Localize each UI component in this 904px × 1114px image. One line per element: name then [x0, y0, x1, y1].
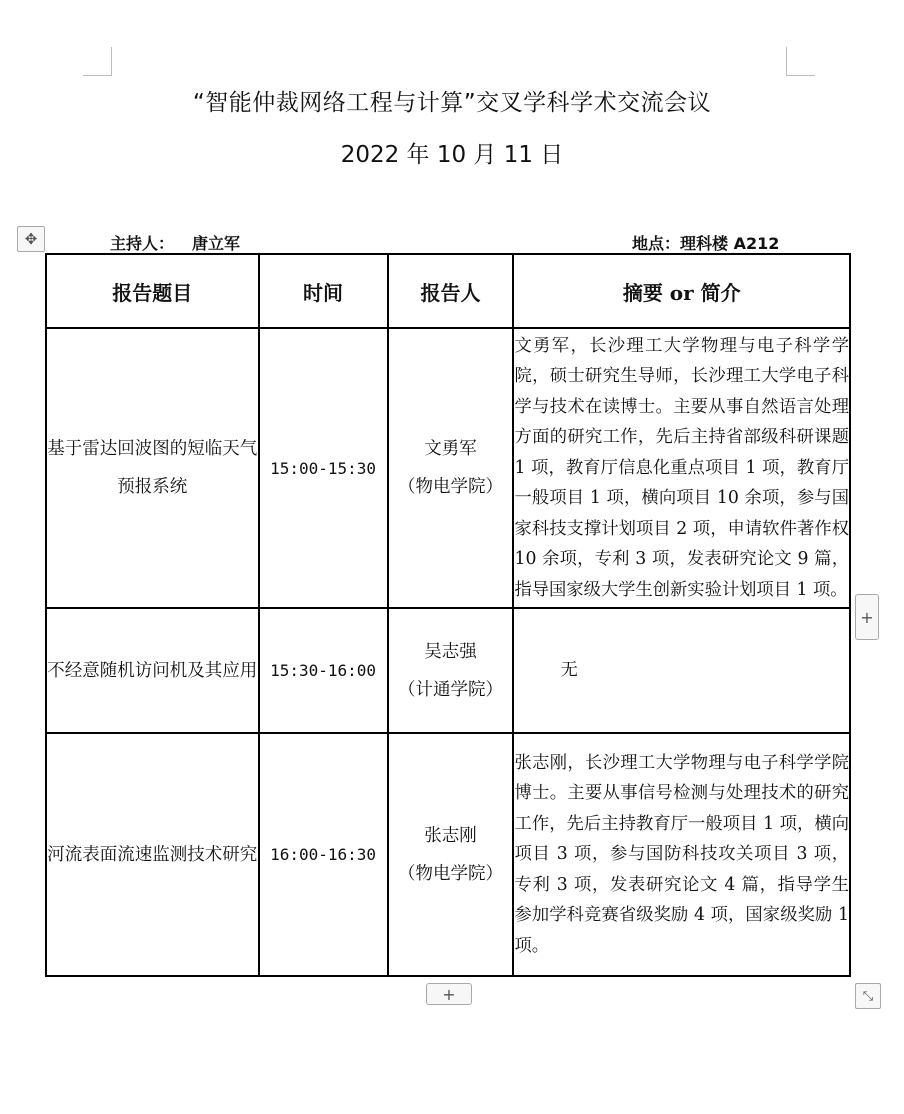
crop-mark-top-right — [786, 47, 815, 76]
crop-mark-top-left — [83, 47, 112, 76]
header-abstract[interactable]: 摘要 or 简介 — [513, 254, 850, 328]
document-title: “智能仲裁网络工程与计算”交叉学科学术交流会议 — [192, 90, 712, 116]
table-resize-handle-icon[interactable]: ⤡ — [855, 983, 881, 1009]
abstract-cell[interactable]: 张志刚，长沙理工大学物理与电子科学学院博士。主要从事信号检测与处理技术的研究工作，先后主持教育厅一般项目 1 项，横向项目 3 项，参与国防科技攻关项目 3 项，专利 3 项，发表研究论文 4 篇，指导学生参加学科竞赛省级奖励 4 项，国家级奖励 1 项。 — [513, 733, 850, 976]
table-row — [46, 608, 850, 733]
add-row-icon[interactable]: + — [426, 983, 472, 1005]
speaker-affiliation: （计通学院） — [398, 679, 503, 700]
table-move-handle-icon[interactable]: ✥ — [17, 226, 45, 252]
header-topic[interactable]: 报告题目 — [46, 254, 259, 328]
time-cell[interactable]: 15:30-16:00 — [259, 608, 388, 733]
table-row — [46, 328, 850, 608]
header-time[interactable]: 时间 — [259, 254, 388, 328]
table-row — [46, 733, 850, 976]
topic-cell[interactable]: 基于雷达回波图的短临天气预报系统 — [46, 328, 259, 608]
speaker-cell[interactable] — [388, 733, 514, 976]
topic-cell[interactable]: 不经意随机访问机及其应用 — [46, 608, 259, 733]
document-date: 2022 年 10 月 11 日 — [340, 142, 564, 168]
speaker-cell[interactable] — [388, 328, 514, 608]
location-info: 地点：理科楼 A212 — [632, 234, 780, 253]
speaker-cell[interactable] — [388, 608, 514, 733]
speaker-name: 张志刚 — [424, 825, 477, 846]
table-header-row — [46, 254, 850, 328]
host-name: 唐立军 — [192, 234, 241, 253]
host-label: 主持人： — [110, 234, 175, 253]
speaker-name: 吴志强 — [424, 641, 477, 662]
header-speaker[interactable]: 报告人 — [388, 254, 514, 328]
abstract-cell[interactable]: 无 — [513, 608, 850, 733]
abstract-cell[interactable]: 文勇军，长沙理工大学物理与电子科学学院，硕士研究生导师，长沙理工大学电子科学与技术在读博士。主要从事自然语言处理方面的研究工作，先后主持省部级科研课题 1 项，教育厅信息化重点项目 1 项，教育厅一般项目 1 项，横向项目 10 余项，参与国家科技支撑计划项目 2 项，申请软件著作权 10 余项，专利 3 项，发表研究论文 9 篇，指导国家级大学生创新实验计划项目 1 项。 — [513, 328, 850, 608]
speaker-name: 文勇军 — [424, 439, 477, 459]
time-cell[interactable]: 15:00-15:30 — [259, 328, 388, 608]
speaker-affiliation: （物电学院） — [398, 477, 503, 497]
host-info — [110, 231, 240, 254]
add-column-icon[interactable]: + — [855, 594, 879, 640]
speaker-affiliation: （物电学院） — [398, 863, 503, 884]
time-cell[interactable]: 16:00-16:30 — [259, 733, 388, 976]
schedule-table — [45, 253, 851, 977]
topic-cell[interactable]: 河流表面流速监测技术研究 — [46, 733, 259, 976]
